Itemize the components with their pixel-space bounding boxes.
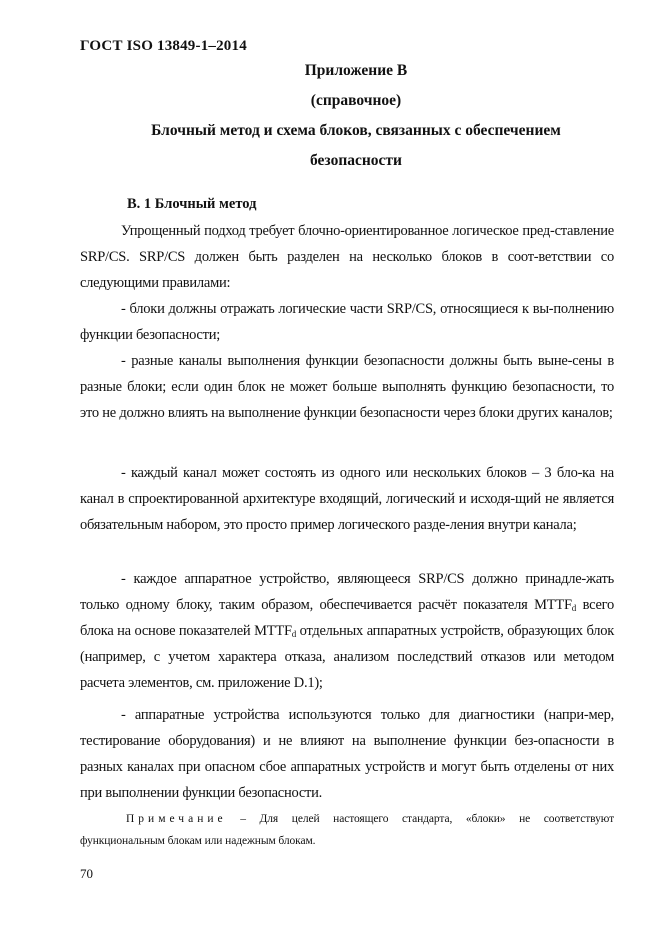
note-paragraph (80, 808, 614, 852)
document-header: ГОСТ ISO 13849-1–2014 (80, 38, 247, 54)
appendix-title: Приложение В (304, 62, 408, 79)
paragraph-rule-4-part1: - каждое аппаратное устройство, являющееся SRP/CS должно принадле-жать только одному блоку, таким образом, обеспечивается расчёт показателя (80, 571, 614, 613)
section-title: В. 1 Блочный метод (127, 196, 257, 212)
note-label: Примечание (126, 813, 227, 825)
mttf-term: MTTF (254, 623, 292, 639)
paragraph-rule-3: - каждый канал может состоять из одного или нескольких блоков – 3 бло-ка на канал в спроектированной архитектуре входящий, логический и исходя-щий не является обязательным набором, это просто пример логического разде-ления внутри канала; (80, 465, 614, 533)
paragraph-rule-4-part2: всего блока на основе показателей (80, 597, 614, 639)
appendix-heading-line1: Блочный метод и схема блоков, связанных с обеспечением (151, 122, 561, 139)
appendix-kind: (справочное) (310, 92, 402, 109)
paragraph-rule-5: - аппаратные устройства используются только для диагностики (напри-мер, тестирование оборудования) и не влияют на выполнение функции без-опасности в разных каналах при опасном сбое аппаратных устройств и могут быть отделены от них при выполнении функции безопасности. (80, 707, 614, 801)
paragraph-rule-4-part3: отдельных аппаратных устройств, образующих блок (например, с учетом характера отказа, анализом последствий отказов или методом расчета элементов, см. приложение D.1); (80, 623, 614, 691)
paragraph-rule-4 (80, 566, 614, 696)
mttf-subscript: d (571, 603, 577, 613)
page-number: 70 (80, 866, 93, 881)
note-text: – Для целей настоящего стандарта, «блоки» не соответствуют функциональным блокам или надежным блокам. (80, 813, 614, 847)
paragraph-intro: Упрощенный подход требует блочно-ориентированное логическое пред-ставление SRP/CS. SRP/CS должен быть разделен на несколько блоков в соот-ветствии со следующими правилами: (80, 223, 614, 291)
mttf-subscript: d (291, 629, 297, 639)
paragraph-rule-2: - разные каналы выполнения функции безопасности должны быть выне-сены в разные блоки; если один блок не может больше выполнять функцию безопасности, то это не должно влиять на выполнение функции безопасности через блоки других каналов; (80, 353, 614, 421)
paragraph-rule-1: - блоки должны отражать логические части SRP/CS, относящиеся к вы-полнению функции безопасности; (80, 301, 614, 343)
mttf-term: MTTF (534, 597, 572, 613)
appendix-heading-line2: безопасности (310, 152, 402, 169)
